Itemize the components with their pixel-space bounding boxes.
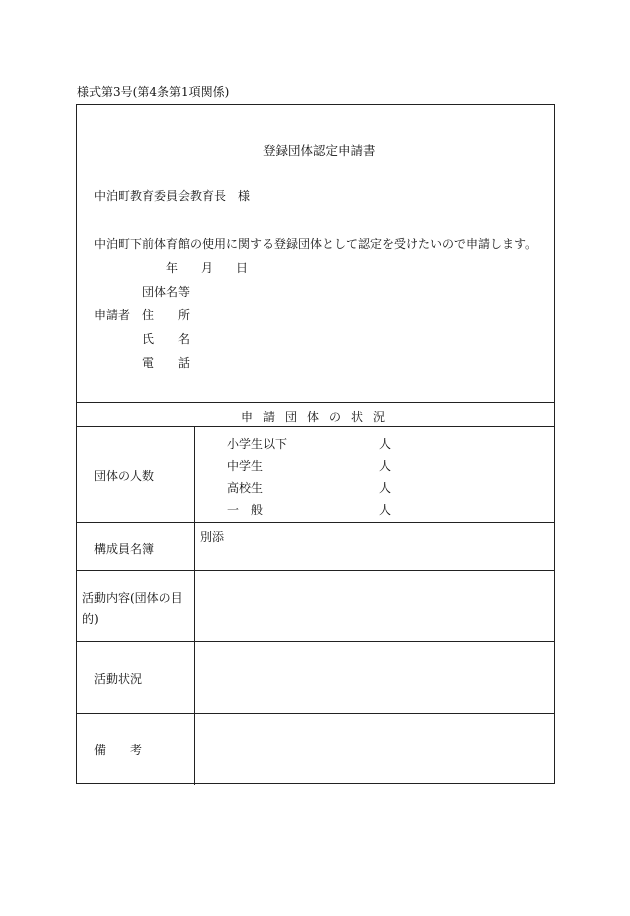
column-divider — [194, 426, 195, 785]
category-high-school-label: 高校生 — [227, 481, 264, 495]
date-month-label: 月 — [201, 261, 214, 275]
date-day-label: 日 — [236, 261, 249, 275]
address-label: 住 所 — [142, 308, 191, 322]
member-list-label: 構成員名簿 — [94, 542, 155, 556]
category-junior-high-label: 中学生 — [227, 459, 264, 473]
category-general-unit: 人 — [379, 503, 392, 517]
row-divider — [77, 522, 554, 523]
org-name-label: 団体名等 — [142, 285, 191, 299]
applicant-label: 申請者 — [94, 308, 131, 322]
activity-content-label-line2: 的) — [82, 612, 99, 626]
form-title: 登録団体認定申請書 — [263, 143, 376, 158]
category-junior-high-unit: 人 — [379, 459, 392, 473]
addressee: 中泊町教育委員会教育長 様 — [94, 189, 251, 203]
member-count-label: 団体の人数 — [94, 469, 155, 483]
row-divider — [77, 713, 554, 714]
activity-status-label: 活動状況 — [94, 672, 143, 686]
application-statement: 中泊町下前体育館の使用に関する登録団体として認定を受けたいので申請します。 — [94, 237, 538, 251]
date-year-label: 年 — [166, 261, 179, 275]
member-list-value: 別添 — [200, 530, 225, 544]
row-divider — [77, 426, 554, 427]
activity-content-label-line1: 活動内容(団体の目 — [82, 591, 183, 605]
category-elementary-label: 小学生以下 — [227, 437, 288, 451]
phone-label: 電 話 — [142, 356, 191, 370]
category-high-school-unit: 人 — [379, 481, 392, 495]
section-divider — [77, 402, 554, 403]
category-elementary-unit: 人 — [379, 437, 392, 451]
row-divider — [77, 641, 554, 642]
form-number: 様式第3号(第4条第1項関係) — [77, 85, 230, 99]
category-general-label: 一 般 — [227, 503, 264, 517]
status-section-header: 申請団体の状況 — [241, 410, 396, 424]
name-label: 氏 名 — [142, 332, 191, 346]
application-form — [76, 104, 555, 784]
remarks-label: 備 考 — [94, 743, 143, 757]
row-divider — [77, 570, 554, 571]
